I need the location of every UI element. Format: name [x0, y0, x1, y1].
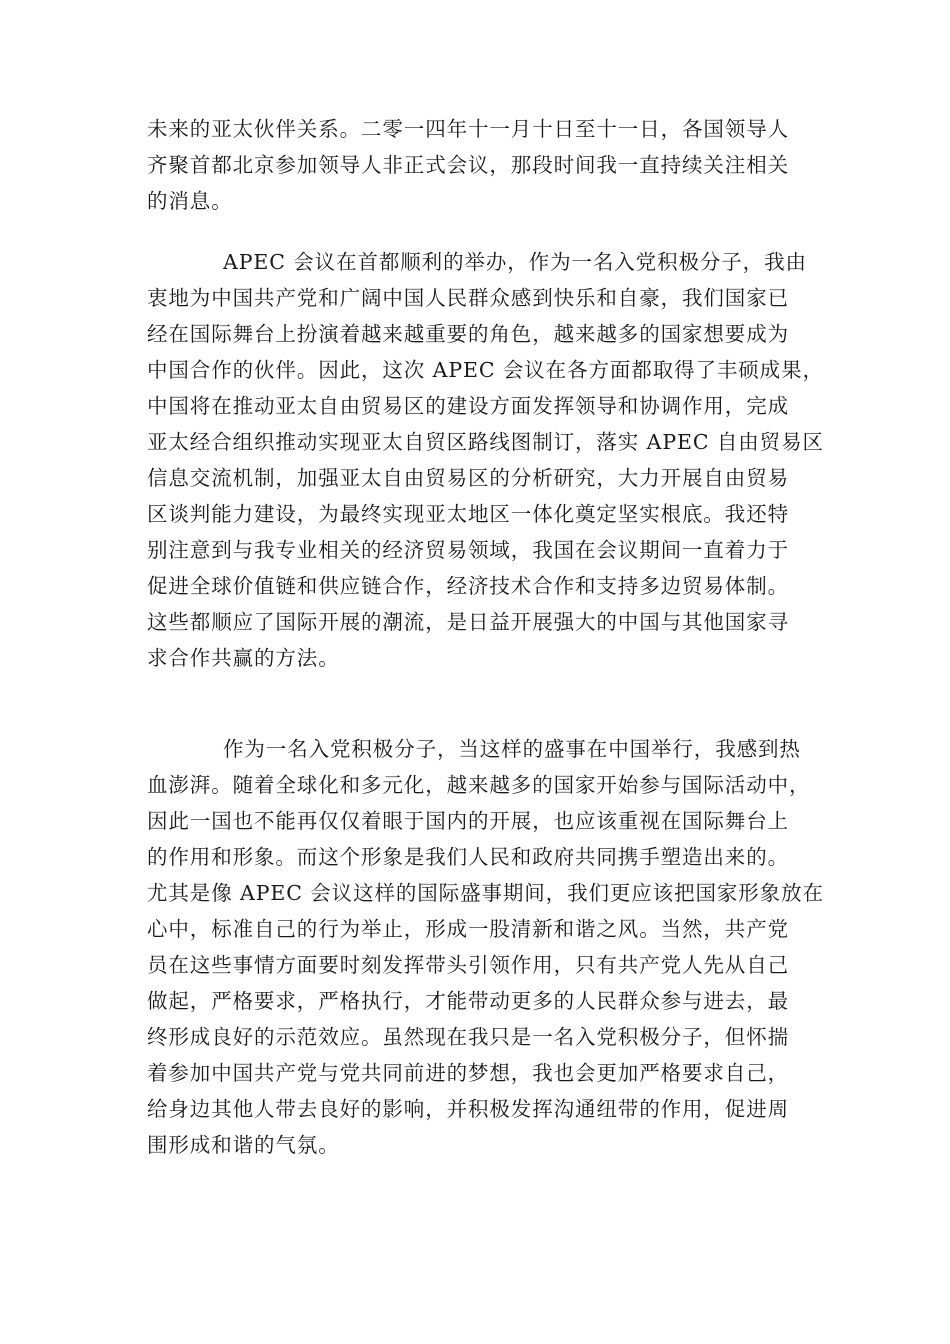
paragraph-line: 衷地为中国共产党和广阔中国人民群众感到快乐和自豪，我们国家已 [147, 286, 789, 310]
paragraph-line: 尤其是像 APEC 会议这样的国际盛事期间，我们更应该把国家形象放在 [147, 881, 824, 905]
paragraph-line: 未来的亚太伙伴关系。二零一四年十一月十日至十一日，各国领导人 [147, 117, 789, 141]
paragraph-line: 这些都顺应了国际开展的潮流，是日益开展强大的中国与其他国家寻 [147, 610, 789, 634]
paragraph-1 [147, 111, 807, 219]
paragraph-line: 员在这些事情方面要时刻发挥带头引领作用，只有共产党人先从自己 [147, 953, 789, 977]
paragraph-line: 求合作共赢的方法。 [147, 646, 340, 670]
paragraph-line: 促进全球价值链和供应链合作，经济技术合作和支持多边贸易体制。 [147, 574, 789, 598]
paragraph-line: APEC 会议在首都顺利的举办，作为一名入党积极分子，我由 [223, 250, 807, 274]
paragraph-line: 中国将在推动亚太自由贸易区的建设方面发挥领导和协调作用，完成 [147, 394, 789, 418]
paragraph-line: 做起，严格要求，严格执行，才能带动更多的人民群众参与进去，最 [147, 989, 789, 1013]
paragraph-2 [147, 244, 824, 676]
paragraph-line: 中国合作的伙伴。因此，这次 APEC 会议在各方面都取得了丰硕成果， [147, 358, 824, 382]
paragraph-line: 亚太经合组织推动实现亚太自贸区路线图制订，落实 APEC 自由贸易区 [147, 430, 824, 454]
paragraph-line: 因此一国也不能再仅仅着眼于国内的开展，也应该重视在国际舞台上 [147, 809, 789, 833]
paragraph-line: 信息交流机制，加强亚太自由贸易区的分析研究，大力开展自由贸易 [147, 466, 789, 490]
paragraph-line: 着参加中国共产党与党共同前进的梦想，我也会更加严格要求自己， [147, 1061, 789, 1085]
paragraph-line: 的作用和形象。而这个形象是我们人民和政府共同携手塑造出来的。 [147, 845, 789, 869]
paragraph-line: 终形成良好的示范效应。虽然现在我只是一名入党积极分子，但怀揣 [147, 1025, 789, 1049]
paragraph-line: 区谈判能力建设，为最终实现亚太地区一体化奠定坚实根底。我还特 [147, 502, 789, 526]
paragraph-line: 作为一名入党积极分子，当这样的盛事在中国举行，我感到热 [223, 737, 801, 761]
paragraph-line: 经在国际舞台上扮演着越来越重要的角色，越来越多的国家想要成为 [147, 322, 789, 346]
paragraph-line: 给身边其他人带去良好的影响，并积极发挥沟通纽带的作用，促进周 [147, 1097, 789, 1121]
paragraph-line: 的消息。 [147, 189, 233, 213]
paragraph-3 [147, 731, 824, 1163]
paragraph-line: 血澎湃。随着全球化和多元化，越来越多的国家开始参与国际活动中， [147, 773, 811, 797]
paragraph-line: 齐聚首都北京参加领导人非正式会议，那段时间我一直持续关注相关 [147, 153, 789, 177]
paragraph-line: 别注意到与我专业相关的经济贸易领域，我国在会议期间一直着力于 [147, 538, 789, 562]
paragraph-line: 心中，标准自己的行为举止，形成一股清新和谐之风。当然，共产党 [147, 917, 789, 941]
paragraph-line: 围形成和谐的气氛。 [147, 1133, 340, 1157]
